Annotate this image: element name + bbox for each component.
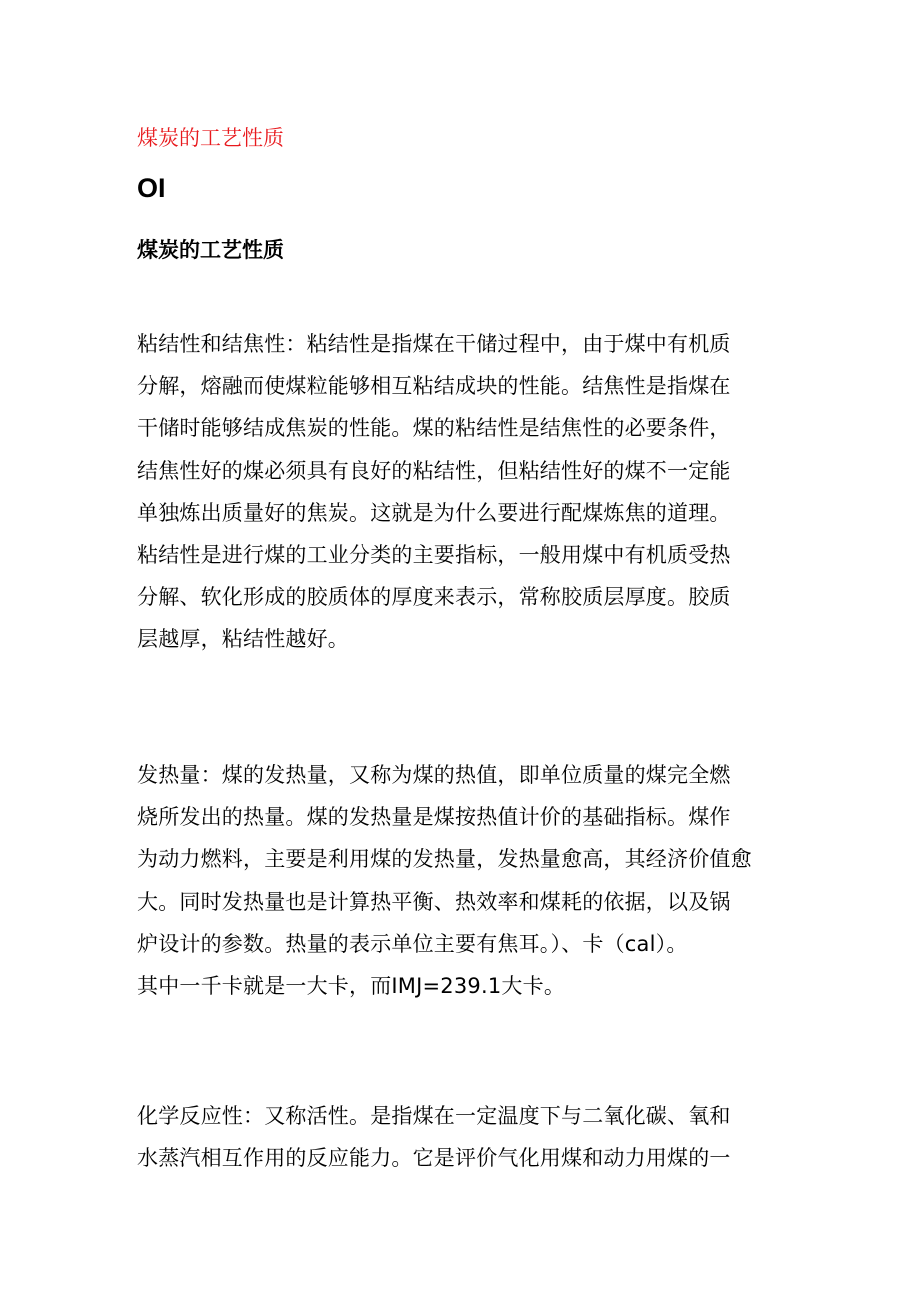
paragraph-line: 其中一千卡就是一大卡，而IMJ=239.1大卡。 [137,974,566,999]
paragraph-line: 结焦性好的煤必须具有良好的粘结性，但粘结性好的煤不一定能 [137,458,731,483]
paragraph-line: 粘结性是进行煤的工业分类的主要指标，一般用煤中有机质受热 [137,543,731,568]
paragraph-line: 烧所发出的热量。煤的发热量是煤按热值计价的基础指标。煤作 [137,805,731,830]
paragraph-caking-coking [137,323,787,661]
document-title: 煤炭的工艺性质 [137,126,284,150]
paragraph-line: 分解、软化形成的胶质体的厚度来表示，常称胶质层厚度。胶质 [137,585,731,610]
paragraph-line: 水蒸汽相互作用的反应能力。它是评价气化用煤和动力用煤的一 [137,1146,731,1171]
paragraph-calorific-value [137,754,787,1007]
paragraph-line: 发热量：煤的发热量，又称为煤的热值，即单位质量的煤完全燃 [137,763,731,787]
document-subtitle: 煤炭的工艺性质 [137,238,284,262]
paragraph-line: 分解，熔融而使煤粒能够相互粘结成块的性能。结焦性是指煤在 [137,374,731,399]
paragraph-chemical-reactivity [137,1095,787,1179]
paragraph-line: 大。同时发热量也是计算热平衡、热效率和煤耗的依据，以及锅 [137,889,731,914]
document-number: OI [137,173,166,203]
paragraph-line: 炉设计的参数。热量的表示单位主要有焦耳。）、卡（cal）。 [137,931,688,956]
paragraph-line: 干储时能够结成焦炭的性能。煤的粘结性是结焦性的必要条件， [137,416,731,441]
paragraph-line: 单独炼出质量好的焦炭。这就是为什么要进行配煤炼焦的道理。 [137,500,731,525]
paragraph-line: 粘结性和结焦性：粘结性是指煤在干储过程中，由于煤中有机质 [137,332,731,356]
paragraph-line: 层越厚，粘结性越好。 [137,627,349,652]
paragraph-line: 化学反应性：又称活性。是指煤在一定温度下与二氧化碳、氧和 [137,1104,731,1128]
paragraph-line: 为动力燃料，主要是利用煤的发热量，发热量愈高，其经济价值愈 [137,847,752,872]
